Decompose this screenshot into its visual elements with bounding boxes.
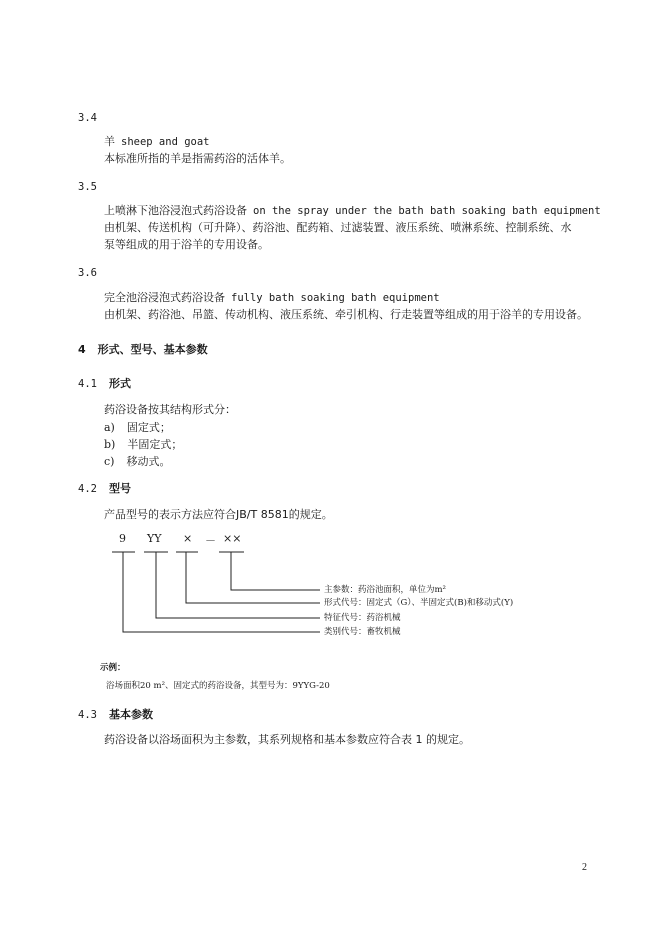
page-number: 2 [582,862,587,873]
term-chinese: 完全池浴浸泡式药浴设备 [104,291,225,304]
list-text: 半固定式； [127,438,183,451]
section-number: 3.6 [78,267,97,279]
chapter-title: 形式、型号、基本参数 [97,343,208,356]
section-number: 4.1 [78,378,97,390]
term-chinese: 上喷淋下池浴浸泡式药浴设备 [104,204,247,217]
chapter-number: 4 [78,343,86,356]
section-number: 3.4 [78,112,97,124]
designation-legend-form-code: 形式代号：固定式（G）、半固定式(B)和移动式(Y) [324,598,514,608]
section-number: 4.3 [78,709,97,721]
section-title: 型号 [108,482,131,495]
paragraph: 药浴设备以浴场面积为主参数，其系列规格和基本参数应符合表 1 的规定。 [104,733,470,746]
section-title: 形式 [108,377,131,390]
list-marker: c) [104,455,115,468]
designation-legend-feature-code: 特征代号：药浴机械 [324,613,401,623]
designation-legend-main-parameter: 主参数：药浴池面积，单位为m² [324,585,446,595]
designation-main-parameter: ×× [223,532,242,545]
term-definition-line: 由机架、传送机构（可升降）、药浴池、配药箱、过滤装置、液压系统、喷淋系统、控制系统、水 [104,221,572,234]
term-english: sheep and goat [121,136,210,148]
example-label: 示例： [100,663,126,673]
term-definition-line: 泵等组成的用于浴羊的专用设备。 [104,238,269,251]
section-number: 3.5 [78,181,97,193]
designation-dash: － [205,534,216,547]
designation-legend-category-code: 类别代号：畜牧机械 [324,627,401,637]
term-chinese: 羊 [104,135,115,148]
section-heading [78,707,153,723]
paragraph: 药浴设备按其结构形式分： [104,403,236,416]
example-text: 浴场面积20 m²、固定式的药浴设备，其型号为：9YYG-20 [106,681,330,691]
term-english: fully bath soaking bath equipment [231,292,440,304]
list-text: 移动式。 [126,455,171,468]
list-marker: a) [104,421,115,434]
designation-category-code: 9 [119,532,126,545]
section-number: 4.2 [78,483,97,495]
paragraph: 产品型号的表示方法应符合JB/T 8581的规定。 [104,508,333,521]
designation-feature-code: YY [147,532,162,545]
designation-form-code: × [183,532,193,545]
section-title: 基本参数 [108,708,153,721]
term-definition: 由机架、药浴池、吊篮、传动机构、液压系统、牵引机构、行走装置等组成的用于浴羊的专用设备。 [104,308,588,321]
list-marker: b) [104,438,116,451]
term-english: on the spray under the bath bath soaking bath equipment [253,205,601,217]
term-definition: 本标准所指的羊是指需药浴的活体羊。 [104,152,291,165]
list-text: 固定式； [126,421,171,434]
